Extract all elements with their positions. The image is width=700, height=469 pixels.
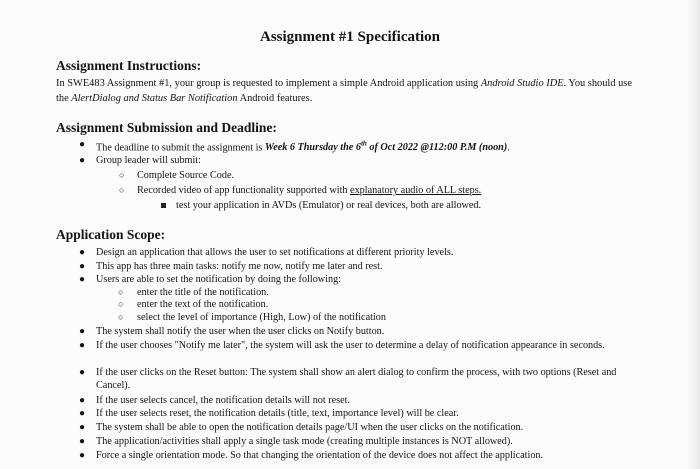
scope-item: Force a single orientation mode. So that changing the orientation of the device does not affect the application.	[96, 450, 544, 461]
sub-item-test: test your application in AVDs (Emulator) or real devices, both are allowed.	[176, 200, 482, 211]
scope-item: If the user clicks on the Reset button: The system shall show an alert dialog to confirm the process, with two options (Reset and Cancel).	[96, 367, 617, 391]
leader-item: Group leader will submit:	[96, 155, 201, 166]
scope-item: The application/activities shall apply a single task mode (creating multiple instances is NOT allowed).	[96, 436, 513, 447]
scope-sub-item: select the level of importance (High, Low) of the notification	[137, 312, 386, 323]
bullet-dot: ●	[79, 450, 86, 461]
bullet-dot: ●	[79, 436, 86, 447]
scope-item: This app has three main tasks: notify me now, notify me later and rest.	[96, 261, 383, 272]
scope-sub-item: enter the text of the notification.	[137, 299, 269, 310]
instructions-heading: Assignment Instructions:	[56, 58, 202, 73]
bullet-dot: ●	[79, 274, 86, 285]
bullet-dot: ●	[79, 155, 86, 166]
scope-item: The system shall notify the user when the user clicks on Notify button.	[96, 326, 385, 337]
scope-item: If the user selects reset, the notification details (title, text, importance level) will be clear.	[96, 408, 459, 419]
instructions-features: AlertDialog and Status Bar Notification	[71, 93, 238, 104]
bullet-dot: ●	[79, 261, 86, 272]
scope-sub-item: enter the title of the notification.	[137, 287, 269, 298]
deadline-end: .	[507, 142, 510, 154]
page-title: Assignment #1 Specification	[260, 29, 440, 45]
scope-item: Users are able to set the notification by doing the following:	[96, 274, 342, 285]
bullet-dot: ●	[79, 326, 86, 337]
bullet-dot: ●	[79, 139, 86, 150]
bullet-dot: ●	[79, 422, 86, 433]
deadline-item	[96, 138, 510, 154]
instructions-paragraph	[56, 76, 646, 106]
scope-item: If the user selects cancel, the notification details will not reset.	[96, 395, 351, 406]
scope-item: If the user chooses "Notify me later", the system will ask the user to determine a delay of notification appearance in seconds.	[96, 340, 605, 351]
page-edge-shadow	[686, 0, 700, 469]
bullet-dot: ●	[79, 408, 86, 419]
deadline-sup: th	[360, 140, 367, 148]
bullet-circle: ○	[119, 170, 125, 180]
deadline-rest: of Oct 2022 @112:00 P.M (noon)	[366, 142, 508, 154]
instructions-text-start: In SWE483 Assignment #1, your group is requested to implement a simple Android application using	[56, 78, 481, 89]
bullet-circle: ○	[118, 299, 124, 309]
bullet-dot: ●	[79, 340, 86, 351]
bullet-dot: ●	[79, 367, 86, 378]
bullet-circle: ○	[118, 287, 124, 297]
bullet-square	[161, 203, 166, 208]
instructions-text-end: Android features.	[237, 93, 313, 104]
sub-item-video	[137, 184, 481, 197]
bullet-dot: ●	[79, 395, 86, 406]
scope-item: The system shall be able to open the notification details page/UI when the user clicks on the notification.	[96, 422, 524, 433]
scope-heading: Application Scope:	[56, 227, 166, 242]
deadline-date: Week 6 Thursday the 6	[264, 142, 361, 154]
bullet-dot: ●	[79, 247, 86, 258]
instructions-ide: Android Studio IDE	[480, 78, 564, 89]
instructions-text-mid: . You should use the	[56, 78, 632, 104]
bullet-circle: ○	[119, 185, 125, 195]
bullet-circle: ○	[118, 312, 124, 322]
sub-item-source: Complete Source Code.	[137, 170, 235, 181]
submission-heading: Assignment Submission and Deadline:	[56, 120, 277, 135]
video-text: Recorded video of app functionality supported with	[137, 185, 351, 196]
video-underline: explanatory audio of ALL steps.	[350, 185, 482, 196]
scope-item: Design an application that allows the user to set notifications at different priority levels.	[96, 247, 454, 258]
deadline-text: The deadline to submit the assignment is	[96, 142, 265, 154]
